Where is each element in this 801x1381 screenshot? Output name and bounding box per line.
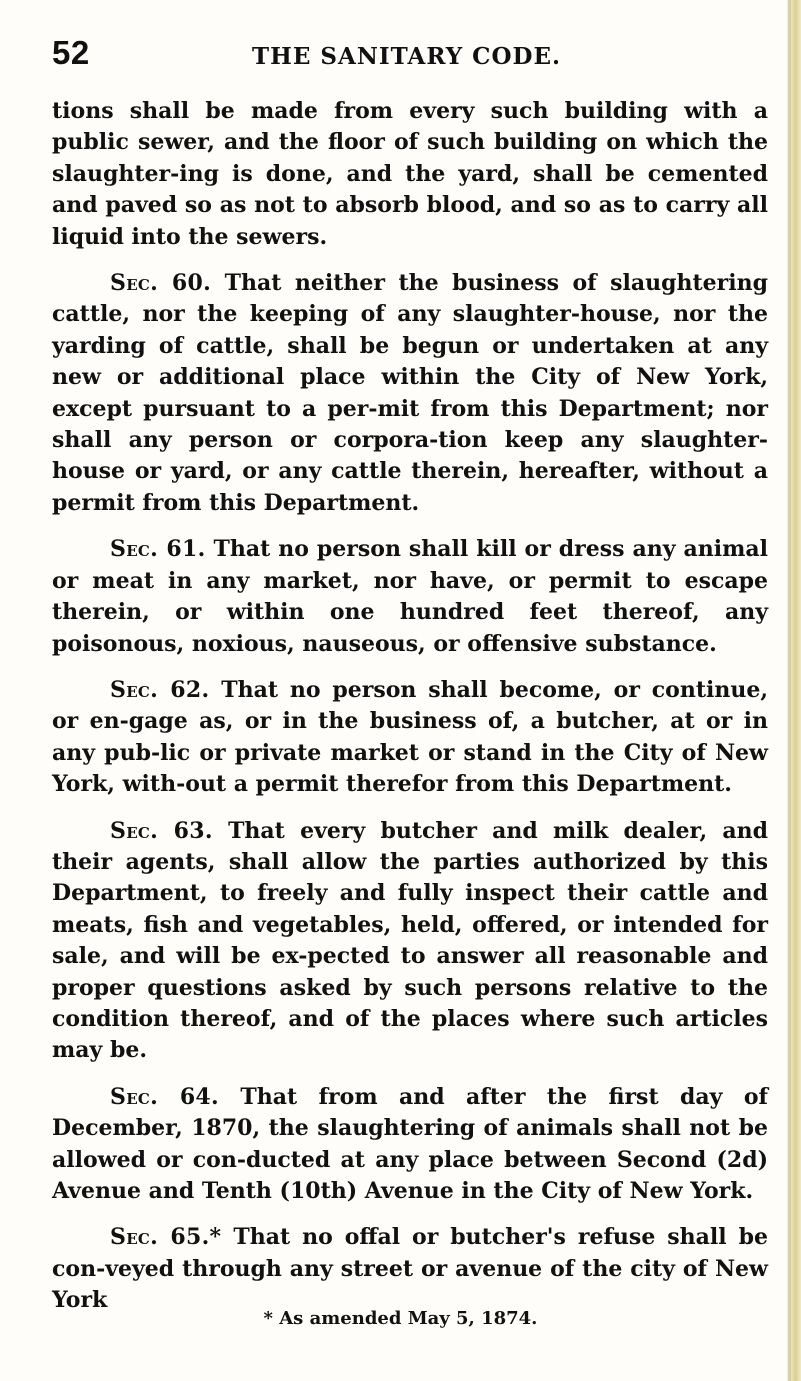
paragraph-text: That every butcher and milk dealer, and their agents, shall allow the parties authorized by this Department, to freely and fully inspect their cattle and meats, fish and vegetables, held, offered, or intended for sale, and will be ex-pected to answer all reasonable and proper questions asked by such persons relative to the condition thereof, and of the places where such articles may be. — [52, 817, 768, 1064]
page-number: 52 — [52, 34, 90, 71]
footnote: * As amended May 5, 1874. — [263, 1308, 538, 1329]
section-64 — [52, 1082, 768, 1208]
paragraph-continuation — [52, 96, 768, 253]
section-63 — [52, 816, 768, 1067]
section-62 — [52, 675, 768, 801]
section-60 — [52, 268, 768, 519]
paragraph-text: tions shall be made from every such building with a public sewer, and the floor of such building on which the slaughter-ing is done, and the yard, shall be cemented and paved so as not to absorb blood, and so as to carry all liquid into the sewers. — [52, 98, 768, 250]
body-text — [52, 96, 768, 1332]
page-header — [52, 34, 782, 74]
section-label: Sec. 61. — [110, 536, 206, 563]
section-label: Sec. 62. — [110, 676, 210, 703]
paragraph-text: That no offal or butcher's refuse shall be con-veyed through any street or avenue of the city of New York — [52, 1224, 768, 1314]
paragraph-text: That no person shall become, or continue, or en-gage as, or in the business of, a butcher, at or in any pub-lic or private market or stand in the City of New York, with-out a permit therefor from this Department. — [52, 676, 768, 798]
running-head: THE SANITARY CODE. — [252, 43, 561, 70]
section-label: Sec. 65.* — [110, 1224, 222, 1251]
page-edge-shadow — [788, 0, 791, 1381]
section-label: Sec. 64. — [110, 1083, 219, 1110]
paragraph-text: That no person shall kill or dress any animal or meat in any market, nor have, or permit to escape therein, or within one hundred feet thereof, any poisonous, noxious, nauseous, or offensive substance. — [52, 536, 768, 657]
section-61 — [52, 534, 768, 660]
paragraph-text: That neither the business of slaughtering cattle, nor the keeping of any slaughter-house, nor the yarding of cattle, shall be begun or undertaken at any new or additional place within the City of New York, except pursuant to a per-mit from this Department; nor shall any person or corpora-tion keep any slaughter-house or yard, or any cattle therein, hereafter, without a permit from this Department. — [52, 270, 768, 516]
section-label: Sec. 60. — [110, 270, 212, 297]
paragraph-text: That from and after the first day of December, 1870, the slaughtering of animals shall not be allowed or con-ducted at any place between Second (2d) Avenue and Tenth (10th) Avenue in the City of New York. — [52, 1083, 768, 1204]
section-65 — [52, 1222, 768, 1316]
section-label: Sec. 63. — [110, 817, 213, 844]
